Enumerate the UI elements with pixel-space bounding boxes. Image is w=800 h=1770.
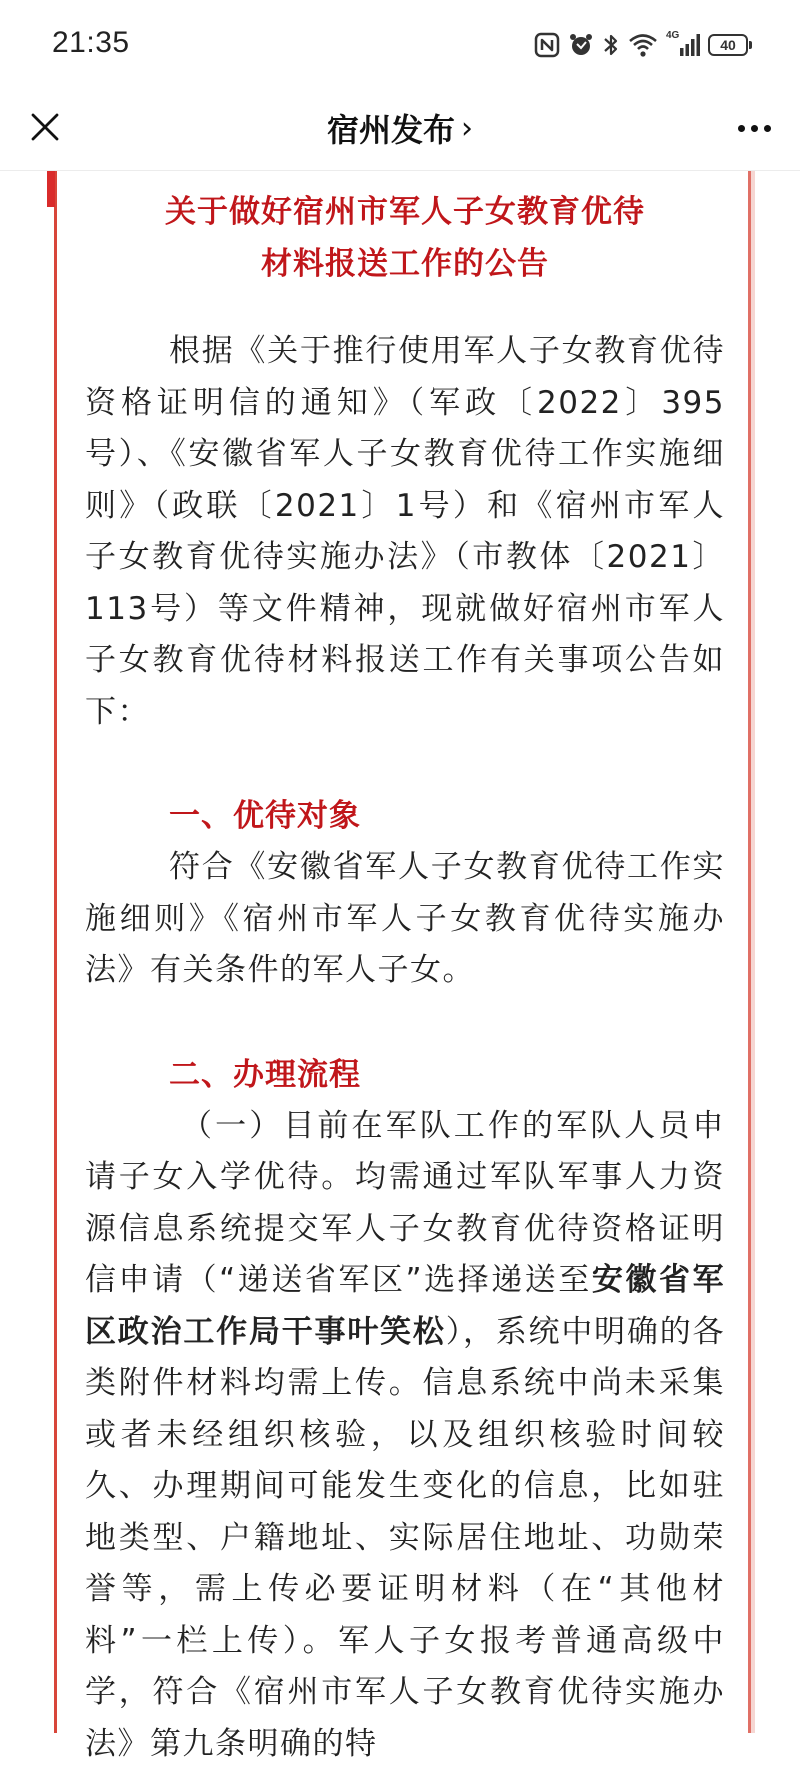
account-name: 宿州发布	[327, 105, 455, 151]
section-heading-1: 一、优待对象	[85, 790, 725, 842]
section2-contact-person: 安徽省军区政治工作局干事叶笑松	[85, 1262, 725, 1350]
close-button[interactable]	[22, 104, 68, 150]
article-title	[85, 186, 725, 290]
more-dot-icon	[764, 125, 771, 132]
nav-bar	[0, 86, 800, 171]
battery-icon: 40	[708, 34, 748, 56]
intro-paragraph: 根据《关于推行使用军人子女教育优待资格证明信的通知》（军政〔2022〕395号）、《安徽省军人子女教育优待工作实施细则》（政联〔2021〕1号）和《宿州市军人子女教育优待实施办法》（市教体〔2021〕113号）等文件精神，现就做好宿州市军人子女教育优待材料报送工作有关事项公告如下：	[85, 326, 725, 738]
more-dot-icon	[751, 125, 758, 132]
wifi-icon	[628, 32, 658, 58]
more-button[interactable]	[732, 108, 776, 148]
status-time: 21:35	[52, 26, 130, 60]
section2-text-a: （一）目前在军队工作的军队人员申请子女入学优待。均需通过军队军事人力资源信息系统提交军人子女教育优待资格证明信申请（“递送省军区”选择递送至	[85, 1108, 725, 1299]
alarm-icon	[568, 32, 594, 58]
section1-paragraph: 符合《安徽省军人子女教育优待工作实施细则》《宿州市军人子女教育优待实施办法》有关条件的军人子女。	[85, 842, 725, 997]
frame-border-left	[54, 171, 57, 1733]
article-title-line1: 关于做好宿州市军人子女教育优待	[85, 186, 725, 238]
status-bar	[0, 0, 800, 86]
status-icons	[534, 30, 748, 60]
frame-border-right-shadow	[751, 171, 755, 1733]
section2-text-b: ），系统中明确的各类附件材料均需上传。信息系统中尚未采集或者未经组织核验，以及组织核验时间较久、办理期间可能发生变化的信息，比如驻地类型、户籍地址、实际居住地址、功勋荣誉等，需上传必要证明材料（在“其他材料”一栏上传）。军人子女报考普通高级中学，符合《宿州市军人子女教育优待实施办法》第九条明确的特	[85, 1314, 725, 1762]
nfc-icon	[534, 32, 560, 58]
account-name-link[interactable]	[327, 105, 473, 151]
section-heading-2: 二、办理流程	[85, 1049, 725, 1101]
article-content	[85, 171, 725, 1770]
article-title-line2: 材料报送工作的公告	[85, 238, 725, 290]
nav-title-wrap	[0, 86, 800, 170]
frame-accent	[47, 171, 55, 207]
more-dot-icon	[738, 125, 745, 132]
close-icon	[30, 112, 60, 142]
section2-paragraph-1	[85, 1101, 725, 1770]
bluetooth-icon	[602, 32, 620, 58]
article-body[interactable]	[0, 171, 800, 1733]
network-type: 4G	[666, 30, 679, 41]
signal-icon	[666, 32, 700, 58]
chevron-right-icon: ›	[461, 111, 473, 146]
